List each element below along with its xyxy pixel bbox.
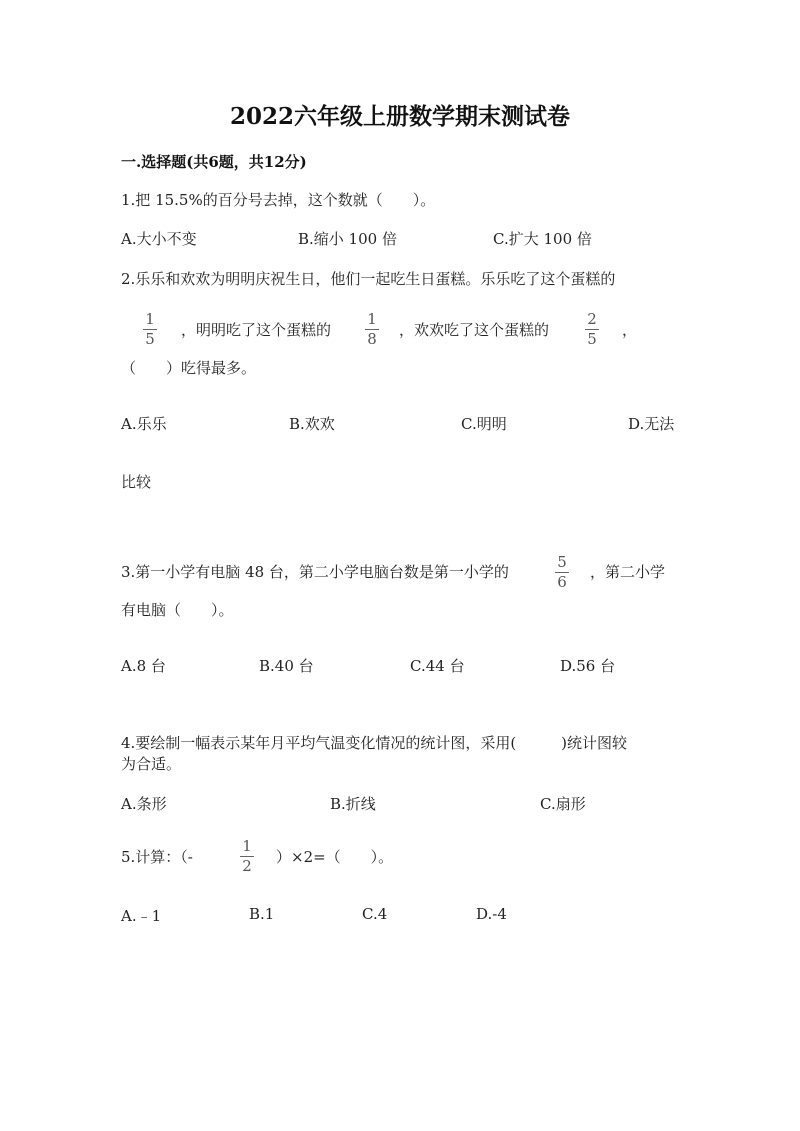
q3-option-c: C.44 台	[410, 657, 465, 675]
q5-fraction	[237, 838, 257, 875]
q3-option-a: A.8 台	[121, 657, 166, 675]
q4-option-a: A.条形	[121, 795, 167, 813]
q2-fraction-1	[140, 311, 160, 348]
q2-option-b: B.欢欢	[289, 415, 335, 433]
q1-option-c: C.扩大 100 倍	[493, 230, 592, 248]
q3-line2: 有电脑（ ）。	[121, 601, 234, 619]
q2-fraction-2	[362, 311, 382, 348]
q3-fraction	[552, 554, 572, 591]
q1-option-a: A.大小不变	[121, 230, 197, 248]
q5-fraction-num: 1	[242, 837, 252, 855]
q3-line1: 3.第一小学有电脑 48 台，第二小学电脑台数是第一小学的	[121, 563, 509, 581]
q2-fraction-1-num: 1	[145, 310, 155, 328]
q2-fraction-3	[582, 311, 602, 348]
q2-option-a: A.乐乐	[121, 415, 167, 433]
q4-line2: 为合适。	[121, 755, 182, 773]
q3-fraction-den: 6	[557, 573, 567, 591]
q2-option-d-continued: 比较	[121, 473, 152, 491]
q4-option-b: B.折线	[330, 795, 376, 813]
q5-option-c: C.4	[362, 905, 388, 923]
q5-text-after: ）×2=（ ）。	[276, 848, 394, 866]
q2-fraction-2-num: 1	[367, 310, 377, 328]
q2-fraction-3-num: 2	[587, 310, 597, 328]
q3-option-b: B.40 台	[259, 657, 314, 675]
q2-text-c: ，	[622, 321, 638, 339]
q2-option-c: C.明明	[461, 415, 507, 433]
q2-option-d: D.无法	[628, 415, 675, 433]
q2-fraction-2-den: 8	[367, 330, 377, 348]
q2-fraction-1-den: 5	[145, 330, 155, 348]
q2-fraction-3-den: 5	[587, 330, 597, 348]
page-title: 2022六年级上册数学期末测试卷	[229, 103, 570, 130]
q2-line1: 2.乐乐和欢欢为明明庆祝生日，他们一起吃生日蛋糕。乐乐吃了这个蛋糕的	[121, 270, 616, 288]
q5-fraction-den: 2	[242, 857, 252, 875]
q3-text-after: ，第二小学	[590, 563, 666, 581]
q2-text-b: ，欢欢吃了这个蛋糕的	[399, 321, 550, 339]
q3-option-d: D.56 台	[560, 657, 616, 675]
section-heading: 一.选择题(共6题，共12分)	[121, 153, 307, 171]
q3-fraction-num: 5	[557, 553, 567, 571]
q5-option-a: A.﹣1	[121, 907, 162, 925]
q5-option-b: B.1	[249, 905, 275, 923]
q2-line3: （ ）吃得最多。	[121, 359, 257, 377]
q5-text-before: 5.计算：（-	[121, 848, 193, 866]
q5-option-d: D.-4	[476, 905, 507, 923]
q1-option-b: B.缩小 100 倍	[298, 230, 397, 248]
q1-stem: 1.把 15.5%的百分号去掉，这个数就（ ）。	[121, 191, 436, 209]
q4-line1: 4.要绘制一幅表示某年月平均气温变化情况的统计图，采用( )统计图较	[121, 734, 628, 752]
q4-option-c: C.扇形	[540, 795, 586, 813]
q2-text-a: ，明明吃了这个蛋糕的	[181, 321, 332, 339]
